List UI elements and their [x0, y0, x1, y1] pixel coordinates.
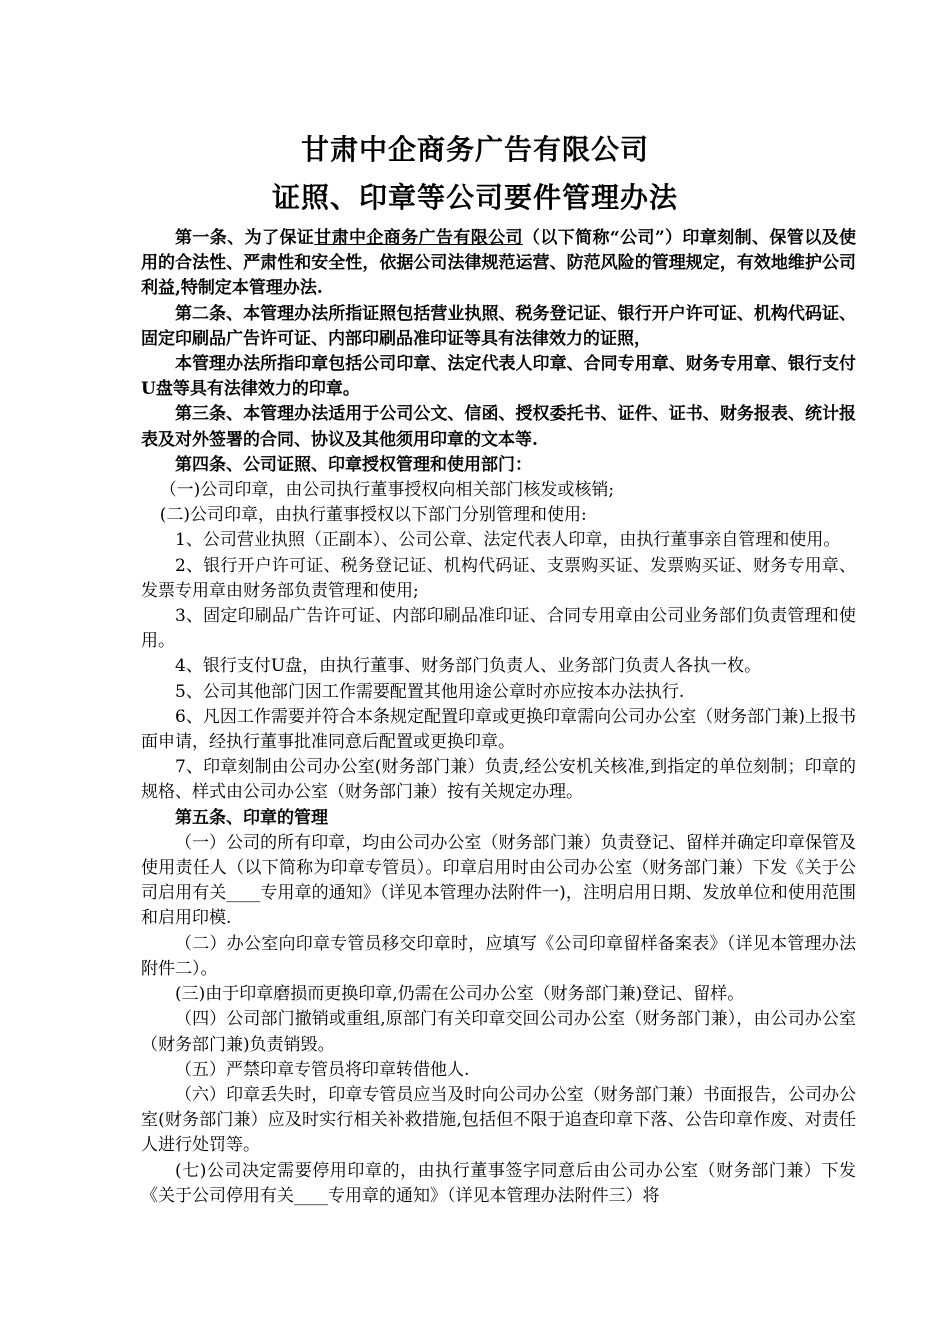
article-1-pre: 第一条、为了保证: [175, 228, 315, 248]
article-1: [141, 226, 856, 302]
document-body: [141, 226, 856, 1209]
article-5-item: （二）办公室向印章专管员移交印章时，应填写《公司印章留样备案表》（详见本管理办法附件二）。: [141, 933, 856, 979]
article-4-item: (二)公司印章，由执行董事授权以下部门分别管理和使用:: [159, 505, 587, 526]
article-4-item: 3、固定印刷品广告许可证、内部印刷品准印证、合同专用章由公司业务部们负责管理和使用。: [141, 606, 856, 652]
article-2: 第二条、本管理办法所指证照包括营业执照、税务登记证、银行开户许可证、机构代码证、固定印刷品广告许可证、内部印刷品准印证等具有法律效力的证照，: [141, 303, 856, 349]
document-title: 证照、印章等公司要件管理办法: [271, 181, 678, 214]
article-4-item: 6、凡因工作需要并符合本条规定配置印章或更换印章需向公司办公室（财务部门兼)上报书面申请，经执行董事批准同意后配置或更换印章。: [141, 706, 856, 753]
article-1-post: （以下简称“公司”）印章刻制、保管以及使用的合法性、严肃性和安全性，依据公司法律规范运营、防范风险的管理规定，有效地维护公司利益,特制定本管理办法.: [141, 228, 856, 299]
article-5-heading: 第五条、印章的管理: [175, 807, 328, 828]
article-4-item: 1、公司营业执照（正副本）、公司公章、法定代表人印章，由执行董事亲自管理和使用。: [175, 530, 841, 551]
article-5-item: (七)公司决定需要停用印章的，由执行董事签字同意后由公司办公室（财务部门兼）下发《关于公司停用有关____专用章的通知》（详见本管理办法附件三）将: [141, 1160, 856, 1206]
article-4-item: 2、银行开户许可证、税务登记证、机构代码证、支票购买证、发票购买证、财务专用章、发票专用章由财务部负责管理和使用;: [141, 555, 856, 601]
article-5-item: （五）严禁印章专管员将印章转借他人.: [175, 1059, 470, 1080]
company-title: 甘肃中企商务广告有限公司: [300, 133, 649, 166]
article-4-heading: 第四条、公司证照、印章授权管理和使用部门：: [175, 454, 532, 475]
article-5-item: （六）印章丢失时，印章专管员应当及时向公司办公室（财务部门兼）书面报告，公司办公室(财务部门兼）应及时实行相关补救措施,包括但不限于追查印章下落、公告印章作废、对责任人进行处罚等。: [141, 1084, 856, 1156]
article-4-item: 7、印章刻制由公司办公室(财务部门兼）负责,经公安机关核准,到指定的单位刻制；印章的规格、样式由公司办公室（财务部门兼）按有关规定办理。: [141, 757, 856, 803]
article-1-company: 甘肃中企商务广告有限公司: [314, 228, 523, 248]
article-4-item: （一)公司印章，由公司执行董事授权向相关部门核发或核销;: [159, 480, 615, 501]
article-4-item: 5、公司其他部门因工作需要配置其他用途公章时亦应按本办法执行.: [175, 681, 685, 702]
article-4-item: 4、银行支付U盘，由执行董事、财务部门负责人、业务部门负责人各执一枚。: [175, 656, 762, 677]
article-5-item: （一）公司的所有印章，均由公司办公室（财务部门兼）负责登记、留样并确定印章保管及使用责任人（以下简称为印章专管员）。印章启用时由公司办公室（财务部门兼）下发《关于公司启用有关____专用章的通知》（详见本管理办法附件一)，注明启用日期、发放单位和使用范围和启用印模.: [141, 832, 856, 929]
article-5-item: （四）公司部门撤销或重组,原部门有关印章交回公司办公室（财务部门兼），由公司办公室（财务部门兼)负责销毁。: [141, 1009, 856, 1055]
article-5-item: (三)由于印章磨损而更换印章,仍需在公司办公室（财务部门兼)登记、留样。: [175, 984, 745, 1005]
article-3: 第三条、本管理办法适用于公司公文、信函、授权委托书、证件、证书、财务报表、统计报表及对外签署的合同、协议及其他须用印章的文本等.: [141, 404, 856, 450]
article-2-seals: 本管理办法所指印章包括公司印章、法定代表人印章、合同专用章、财务专用章、银行支付U盘等具有法律效力的印章。: [141, 354, 856, 400]
